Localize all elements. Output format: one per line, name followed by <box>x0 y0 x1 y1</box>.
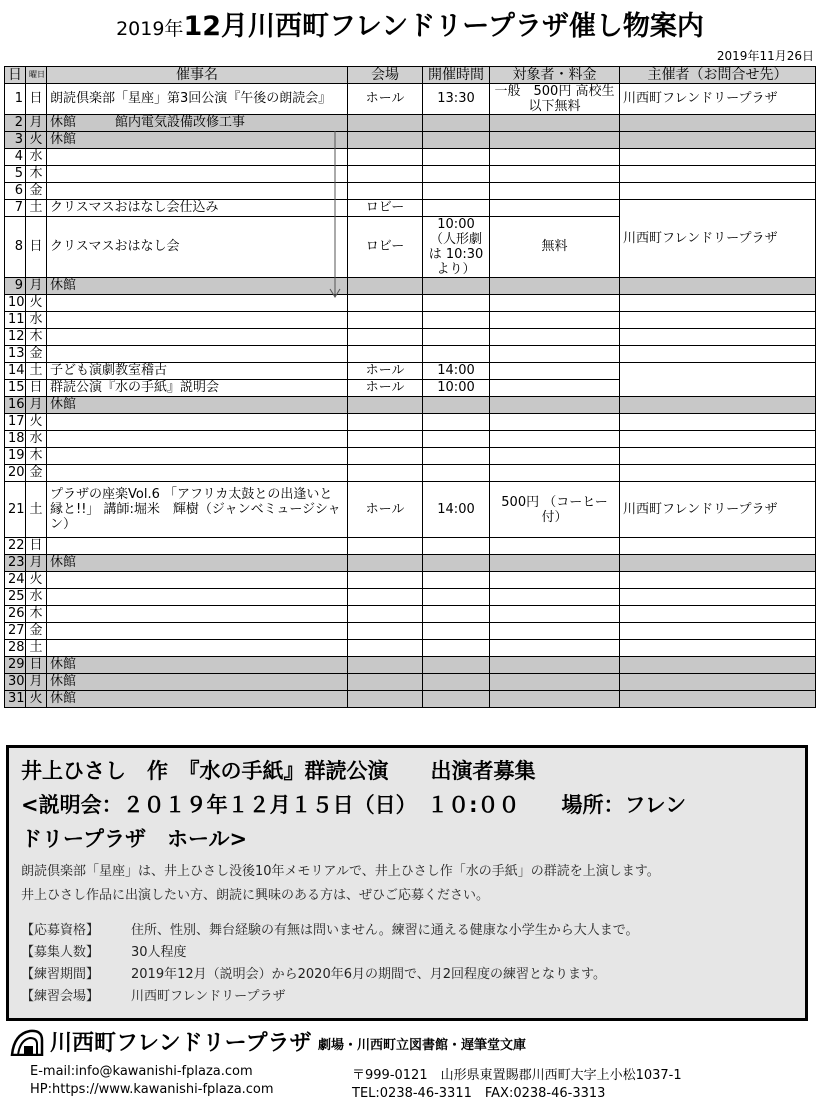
audience-cell <box>490 132 620 149</box>
venue-cell <box>348 278 423 295</box>
venue-cell <box>348 640 423 657</box>
time-cell <box>423 132 490 149</box>
event-cell <box>47 606 348 623</box>
time-cell: 13:30 <box>423 84 490 115</box>
time-cell <box>423 329 490 346</box>
venue-cell <box>348 465 423 482</box>
weekday-cell: 月 <box>26 555 47 572</box>
table-row <box>5 448 816 465</box>
day-cell: 12 <box>5 329 26 346</box>
event-cell <box>47 465 348 482</box>
table-row <box>5 278 816 295</box>
organizer-cell <box>620 363 816 397</box>
table-row <box>5 132 816 149</box>
time-cell <box>423 657 490 674</box>
table-row <box>5 589 816 606</box>
day-cell: 7 <box>5 200 26 217</box>
weekday-cell: 水 <box>26 312 47 329</box>
day-cell: 9 <box>5 278 26 295</box>
footer-email[interactable]: E-mail:info@kawanishi-fplaza.com <box>30 1064 253 1079</box>
table-row <box>5 572 816 589</box>
time-cell: 14:00 <box>423 363 490 380</box>
venue-cell: ホール <box>348 363 423 380</box>
table-row <box>5 346 816 363</box>
event-cell: 群読公演『水の手紙』説明会 <box>47 380 348 397</box>
organizer-cell <box>620 640 816 657</box>
col-event: 催事名 <box>47 67 348 84</box>
venue-cell <box>348 132 423 149</box>
day-cell: 3 <box>5 132 26 149</box>
weekday-cell: 金 <box>26 346 47 363</box>
organizer-cell: 川西町フレンドリープラザ <box>620 84 816 115</box>
calendar-body <box>5 84 816 708</box>
event-cell <box>47 312 348 329</box>
weekday-cell: 月 <box>26 115 47 132</box>
col-organizer: 主催者（お問合せ先） <box>620 67 816 84</box>
time-cell: 10:00 <box>423 380 490 397</box>
time-cell <box>423 200 490 217</box>
event-calendar-table <box>4 66 816 708</box>
weekday-cell: 月 <box>26 674 47 691</box>
requirement-row <box>21 942 791 964</box>
organizer-cell <box>620 132 816 149</box>
table-row <box>5 295 816 312</box>
title-main: 12月川西町フレンドリープラザ催し物案内 <box>183 11 704 42</box>
day-cell: 4 <box>5 149 26 166</box>
time-cell <box>423 555 490 572</box>
audience-cell: 無料 <box>490 217 620 278</box>
table-row <box>5 115 816 132</box>
table-row <box>5 397 816 414</box>
requirement-row <box>21 920 791 942</box>
notice-headline-3: ドリープラザ ホール> <box>21 827 248 851</box>
audience-cell <box>490 312 620 329</box>
table-row <box>5 555 816 572</box>
weekday-cell: 金 <box>26 465 47 482</box>
footer-homepage-link[interactable]: HP:https://www.kawanishi-fplaza.com <box>30 1082 274 1097</box>
weekday-cell: 月 <box>26 278 47 295</box>
audience-cell <box>490 278 620 295</box>
venue-cell <box>348 329 423 346</box>
organizer-cell <box>620 431 816 448</box>
event-cell: クリスマスおはなし会 <box>47 217 348 278</box>
venue-cell <box>348 606 423 623</box>
organizer-cell <box>620 448 816 465</box>
table-row <box>5 84 816 115</box>
time-cell <box>423 414 490 431</box>
page-title <box>0 4 820 43</box>
day-cell: 16 <box>5 397 26 414</box>
event-cell <box>47 431 348 448</box>
organizer-cell: 川西町フレンドリープラザ <box>620 482 816 538</box>
time-cell <box>423 589 490 606</box>
audience-cell <box>490 448 620 465</box>
time-cell <box>423 465 490 482</box>
day-cell: 15 <box>5 380 26 397</box>
weekday-cell: 土 <box>26 482 47 538</box>
audience-cell <box>490 674 620 691</box>
requirement-label: 【募集人数】 <box>21 945 100 960</box>
day-cell: 20 <box>5 465 26 482</box>
weekday-cell: 土 <box>26 200 47 217</box>
venue-cell <box>348 414 423 431</box>
event-cell <box>47 346 348 363</box>
weekday-cell: 水 <box>26 149 47 166</box>
venue-cell <box>348 295 423 312</box>
time-cell <box>423 572 490 589</box>
event-cell: 朗読倶楽部「星座」第3回公演『午後の朗読会』 <box>47 84 348 115</box>
audience-cell <box>490 589 620 606</box>
audience-cell <box>490 465 620 482</box>
time-cell <box>423 312 490 329</box>
time-cell <box>423 115 490 132</box>
organizer-cell: 川西町フレンドリープラザ <box>620 200 816 278</box>
venue-cell: ロビー <box>348 200 423 217</box>
time-cell <box>423 166 490 183</box>
organizer-cell <box>620 346 816 363</box>
event-cell <box>47 414 348 431</box>
weekday-cell: 火 <box>26 295 47 312</box>
notice-headline-1: 井上ひさし 作 『水の手紙』群読公演 出演者募集 <box>21 759 536 783</box>
table-row <box>5 657 816 674</box>
organizer-cell <box>620 572 816 589</box>
day-cell: 23 <box>5 555 26 572</box>
audience-cell <box>490 555 620 572</box>
venue-cell <box>348 691 423 708</box>
event-cell: 休館 <box>47 397 348 414</box>
requirement-value: 住所、性別、舞台経験の有無は問いません。練習に通える健康な小学生から大人まで。 <box>131 923 639 938</box>
audience-cell <box>490 623 620 640</box>
audience-cell <box>490 166 620 183</box>
audience-cell <box>490 606 620 623</box>
event-cell: クリスマスおはなし会仕込み <box>47 200 348 217</box>
construction-period-arrow <box>328 131 342 299</box>
organizer-cell <box>620 149 816 166</box>
organizer-cell <box>620 312 816 329</box>
requirement-label: 【練習会場】 <box>21 989 100 1004</box>
venue-cell: ロビー <box>348 217 423 278</box>
event-cell <box>47 538 348 555</box>
table-row <box>5 623 816 640</box>
event-cell: 休館 館内電気設備改修工事 <box>47 115 348 132</box>
footer <box>0 1024 820 1102</box>
time-cell <box>423 691 490 708</box>
time-cell <box>423 431 490 448</box>
time-cell <box>423 278 490 295</box>
audience-cell <box>490 380 620 397</box>
day-cell: 28 <box>5 640 26 657</box>
event-cell: 子ども演劇教室稽古 <box>47 363 348 380</box>
audience-cell <box>490 657 620 674</box>
footer-venue-name: 川西町フレンドリープラザ <box>50 1031 312 1056</box>
weekday-cell: 金 <box>26 623 47 640</box>
table-row <box>5 482 816 538</box>
audience-cell <box>490 414 620 431</box>
requirement-value: 30人程度 <box>131 945 187 960</box>
day-cell: 13 <box>5 346 26 363</box>
event-cell: 休館 <box>47 278 348 295</box>
day-cell: 30 <box>5 674 26 691</box>
audience-cell: 一般 500円 高校生以下無料 <box>490 84 620 115</box>
venue-cell <box>348 346 423 363</box>
table-row <box>5 465 816 482</box>
organizer-cell <box>620 465 816 482</box>
venue-cell <box>348 183 423 200</box>
venue-cell <box>348 149 423 166</box>
organizer-cell <box>620 606 816 623</box>
time-cell: 10:00 （人形劇は 10:30より） <box>423 217 490 278</box>
event-cell: 休館 <box>47 674 348 691</box>
event-cell <box>47 623 348 640</box>
col-venue: 会場 <box>348 67 423 84</box>
day-cell: 1 <box>5 84 26 115</box>
day-cell: 24 <box>5 572 26 589</box>
requirement-row <box>21 964 791 986</box>
audience-cell <box>490 572 620 589</box>
time-cell <box>423 606 490 623</box>
table-row <box>5 431 816 448</box>
requirement-row <box>21 986 791 1008</box>
day-cell: 25 <box>5 589 26 606</box>
audience-cell <box>490 691 620 708</box>
notice-paragraph-2: 井上ひさし作品に出演したい方、朗読に興味のある方は、ぜひご応募ください。 <box>21 888 490 903</box>
organizer-cell <box>620 329 816 346</box>
venue-cell <box>348 657 423 674</box>
venue-cell <box>348 555 423 572</box>
notice-paragraph-1: 朗読倶楽部「星座」は、井上ひさし没後10年メモリアルで、井上ひさし作「水の手紙」の群読を上演します。 <box>21 864 660 879</box>
audience-cell <box>490 397 620 414</box>
organizer-cell <box>620 555 816 572</box>
time-cell: 14:00 <box>423 482 490 538</box>
table-row <box>5 200 816 217</box>
organizer-cell <box>620 397 816 414</box>
venue-cell <box>348 623 423 640</box>
audience-cell <box>490 640 620 657</box>
day-cell: 6 <box>5 183 26 200</box>
table-row <box>5 363 816 380</box>
audience-cell <box>490 346 620 363</box>
table-row <box>5 691 816 708</box>
table-row <box>5 640 816 657</box>
audience-cell <box>490 431 620 448</box>
table-row <box>5 606 816 623</box>
audience-cell <box>490 329 620 346</box>
title-year: 2019年 <box>116 18 184 40</box>
day-cell: 22 <box>5 538 26 555</box>
organizer-cell <box>620 538 816 555</box>
event-cell: 休館 <box>47 657 348 674</box>
venue-cell <box>348 397 423 414</box>
table-row <box>5 149 816 166</box>
footer-tel-fax: TEL:0238-46-3311 FAX:0238-46-3313 <box>352 1086 606 1101</box>
day-cell: 5 <box>5 166 26 183</box>
requirement-label: 【応募資格】 <box>21 923 100 938</box>
notice-headline-2: <説明会：２０１９年１２月１５日（日） １０:００ 場所：フレン <box>21 793 687 817</box>
day-cell: 18 <box>5 431 26 448</box>
event-cell <box>47 448 348 465</box>
event-cell: プラザの座楽Vol.6 「アフリカ太鼓との出逢いと縁と!!」 講師:堀米 輝樹（ジャンベミュージシャン） <box>47 482 348 538</box>
footer-subtitle: 劇場・川西町立図書館・遅筆堂文庫 <box>318 1038 527 1053</box>
organizer-cell <box>620 691 816 708</box>
time-cell <box>423 674 490 691</box>
weekday-cell: 火 <box>26 414 47 431</box>
organizer-cell <box>620 414 816 431</box>
event-cell <box>47 295 348 312</box>
day-cell: 17 <box>5 414 26 431</box>
day-cell: 11 <box>5 312 26 329</box>
weekday-cell: 木 <box>26 606 47 623</box>
requirement-label: 【練習期間】 <box>21 967 100 982</box>
venue-cell <box>348 448 423 465</box>
time-cell <box>423 448 490 465</box>
weekday-cell: 木 <box>26 166 47 183</box>
time-cell <box>423 623 490 640</box>
venue-cell <box>348 312 423 329</box>
audience-cell <box>490 149 620 166</box>
day-cell: 26 <box>5 606 26 623</box>
weekday-cell: 日 <box>26 538 47 555</box>
weekday-cell: 火 <box>26 691 47 708</box>
venue-cell <box>348 572 423 589</box>
event-cell <box>47 589 348 606</box>
event-cell <box>47 183 348 200</box>
weekday-cell: 木 <box>26 448 47 465</box>
day-cell: 21 <box>5 482 26 538</box>
organizer-cell <box>620 183 816 200</box>
col-time: 開催時間 <box>423 67 490 84</box>
time-cell <box>423 149 490 166</box>
venue-cell: ホール <box>348 482 423 538</box>
table-row <box>5 166 816 183</box>
organizer-cell <box>620 623 816 640</box>
table-row <box>5 538 816 555</box>
weekday-cell: 火 <box>26 132 47 149</box>
weekday-cell: 木 <box>26 329 47 346</box>
weekday-cell: 土 <box>26 640 47 657</box>
venue-cell <box>348 166 423 183</box>
event-cell <box>47 329 348 346</box>
weekday-cell: 金 <box>26 183 47 200</box>
audience-cell: 500円 （コーヒー付） <box>490 482 620 538</box>
event-cell <box>47 572 348 589</box>
venue-cell: ホール <box>348 84 423 115</box>
time-cell <box>423 397 490 414</box>
organizer-cell <box>620 657 816 674</box>
event-cell: 休館 <box>47 555 348 572</box>
table-row <box>5 329 816 346</box>
audience-cell <box>490 200 620 217</box>
day-cell: 14 <box>5 363 26 380</box>
time-cell <box>423 183 490 200</box>
organizer-cell <box>620 278 816 295</box>
venue-cell <box>348 674 423 691</box>
table-row <box>5 414 816 431</box>
venue-cell <box>348 431 423 448</box>
col-day: 日 <box>5 67 26 84</box>
requirement-value: 2019年12月（説明会）から2020年6月の期間で、月2回程度の練習となります。 <box>131 967 606 982</box>
day-cell: 19 <box>5 448 26 465</box>
publish-date: 2019年11月26日 <box>716 49 814 63</box>
table-header-row <box>5 67 816 84</box>
day-cell: 8 <box>5 217 26 278</box>
organizer-cell <box>620 115 816 132</box>
event-cell <box>47 149 348 166</box>
weekday-cell: 月 <box>26 397 47 414</box>
time-cell <box>423 640 490 657</box>
table-row <box>5 183 816 200</box>
event-cell: 休館 <box>47 132 348 149</box>
organizer-cell <box>620 166 816 183</box>
weekday-cell: 水 <box>26 589 47 606</box>
weekday-cell: 土 <box>26 363 47 380</box>
day-cell: 27 <box>5 623 26 640</box>
day-cell: 29 <box>5 657 26 674</box>
event-cell: 休館 <box>47 691 348 708</box>
plaza-logo-icon <box>10 1028 44 1056</box>
venue-cell <box>348 115 423 132</box>
time-cell <box>423 538 490 555</box>
audience-cell <box>490 183 620 200</box>
weekday-cell: 水 <box>26 431 47 448</box>
day-cell: 31 <box>5 691 26 708</box>
audience-cell <box>490 115 620 132</box>
weekday-cell: 火 <box>26 572 47 589</box>
day-cell: 2 <box>5 115 26 132</box>
recruitment-notice <box>6 745 808 1021</box>
audience-cell <box>490 363 620 380</box>
audience-cell <box>490 295 620 312</box>
event-cell <box>47 640 348 657</box>
venue-cell: ホール <box>348 380 423 397</box>
table-row <box>5 312 816 329</box>
venue-cell <box>348 538 423 555</box>
weekday-cell: 日 <box>26 380 47 397</box>
time-cell <box>423 346 490 363</box>
organizer-cell <box>620 589 816 606</box>
requirements-list <box>21 920 791 1008</box>
organizer-cell <box>620 674 816 691</box>
weekday-cell: 日 <box>26 84 47 115</box>
table-row <box>5 674 816 691</box>
time-cell <box>423 295 490 312</box>
weekday-cell: 日 <box>26 657 47 674</box>
col-audience: 対象者・料金 <box>490 67 620 84</box>
col-weekday: 曜日 <box>26 67 47 84</box>
audience-cell <box>490 538 620 555</box>
venue-cell <box>348 589 423 606</box>
day-cell: 10 <box>5 295 26 312</box>
weekday-cell: 日 <box>26 217 47 278</box>
footer-address: 〒999-0121 山形県東置賜郡川西町大字上小松1037-1 <box>352 1068 682 1083</box>
requirement-value: 川西町フレンドリープラザ <box>131 989 286 1004</box>
event-cell <box>47 166 348 183</box>
organizer-cell <box>620 295 816 312</box>
